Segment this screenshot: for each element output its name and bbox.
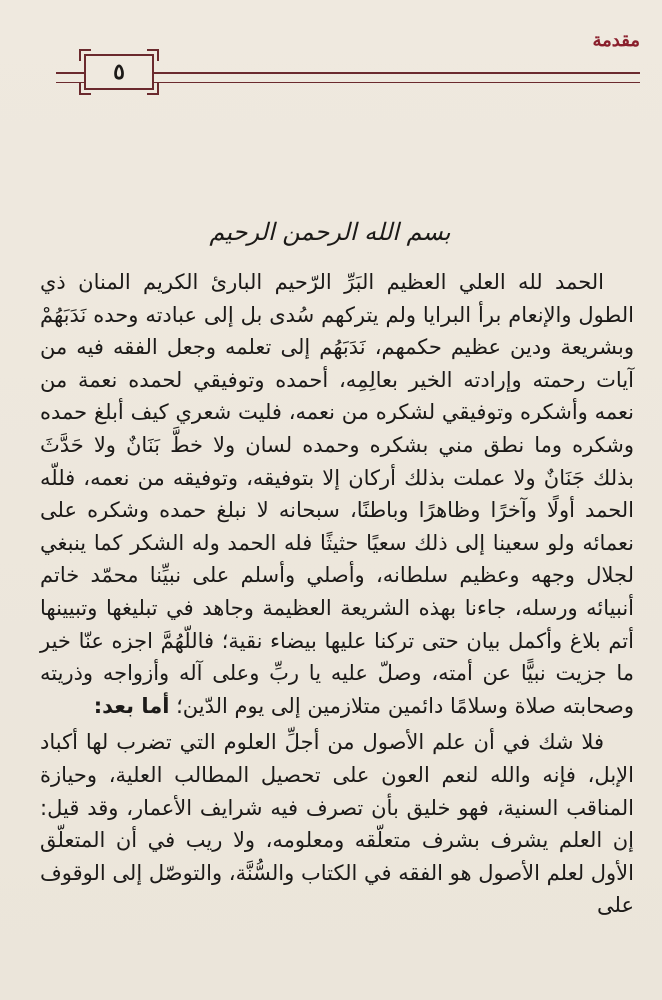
basmala-calligraphy [180, 207, 480, 257]
frame-corner-ornament [147, 83, 159, 95]
frame-corner-ornament [79, 49, 91, 61]
amma-bad-phrase: أما بعد: [93, 693, 170, 718]
body-text [40, 266, 634, 922]
paragraph [40, 726, 634, 922]
paragraph-text: الحمد لله العلي العظيم البَرِّ الرّحيم البارئ الكريم المنان ذي الطول والإنعام برأ البرايا ولم يتركهم سُدى بل إلى عبادته وحده نَدَبَهُمْ وبشريعة ودين عظيم حكمهم، نَدَبَهُم إلى تعلمه وجعل الفقه فيه من آيات رحمته وإرادته الخير بعالِمِه، أحمده وتوفيقي لحمده نعمة من نعمه وأشكره وتوفيقي لشكره من نعمه، فليت شعري كيف أبلغ حمده وشكره وما نطق مني بشكره وحمده لسان ولا خطَّ بَنَانٌ ولا حَدَّثَ بذلك جَنَانٌ ولا عملت بذلك أركان إلا بتوفيقه، وتوفيقه من نعمه، فللّه الحمد أولًا وآخرًا وظاهرًا وباطنًا، سبحانه لا نبلغ حمده وشكره على نعمائه ولو سعينا إلى ذلك سعيًا حثيثًا فله الحمد وله الشكر كما ينبغي لجلال وجهه وعظيم سلطانه، وأصلي وأسلم على نبيِّنا محمّد خاتم أنبيائه ورسله، جاءنا بهذه الشريعة العظيمة وجاهد في تبليغها وتبيينها أتم بلاغ وأكمل بيان حتى تركنا عليها بيضاء نقية؛ فاللّهُمَّ اجزه عنّا خير ما جزيت نبيًّا عن أمته، وصلّ عليه يا ربِّ وعلى آله وأزواجه وذريته وصحابته صلاة وسلامًا دائمين متلازمين إلى يوم الدّين؛ [40, 270, 634, 718]
frame-corner-ornament [147, 49, 159, 61]
paragraph [40, 266, 634, 722]
section-title: مقدمة [592, 30, 640, 51]
page-number: ٥ [113, 59, 125, 85]
frame-corner-ornament [79, 83, 91, 95]
paragraph-text: فلا شك في أن علم الأصول من أجلِّ العلوم التي تضرب لها أكباد الإبل، فإنه والله لنعم العون على تحصيل المطالب العلية، وحيازة المناقب السنية، فهو خليق بأن تصرف فيه شرايف الأعمار، وقد قيل: إن العلم يشرف بشرف متعلّقه ومعلومه، ولا ريب في أن المتعلّق الأول لعلم الأصول هو الفقه في الكتاب والسُّنَّة، والتوصّل إلى الوقوف على [40, 730, 634, 918]
show-through-text [175, 30, 475, 44]
page-number-frame [84, 54, 154, 90]
basmala-text: بسم الله الرحمن الرحيم [209, 218, 451, 246]
